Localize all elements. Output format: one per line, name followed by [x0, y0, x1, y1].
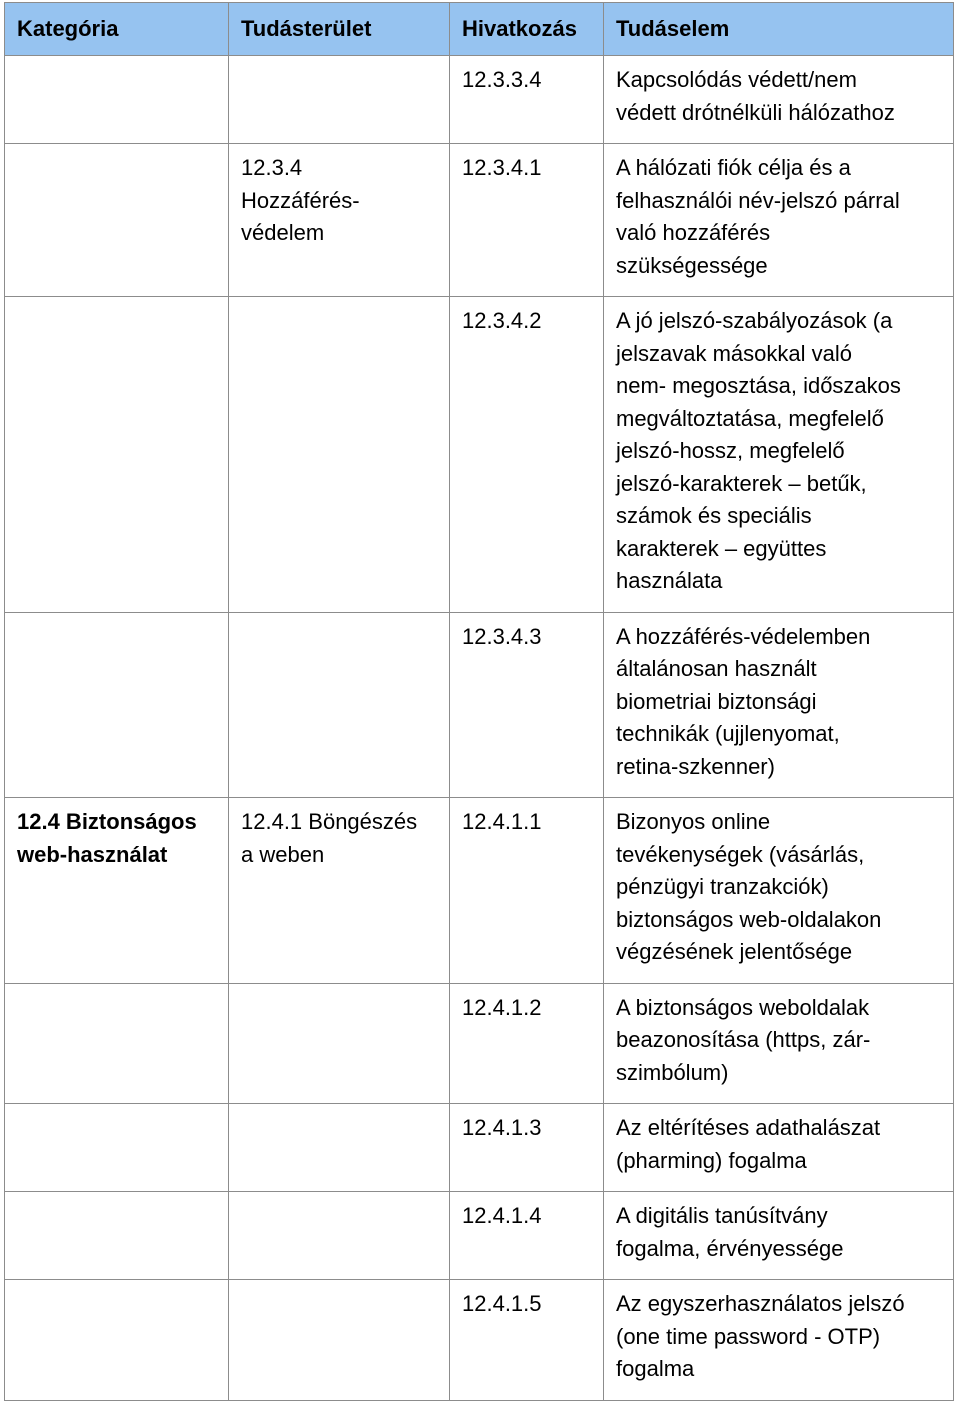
area-cell: 12.3.4 Hozzáférés- védelem [229, 144, 450, 297]
category-cell [5, 56, 229, 144]
area-cell: 12.4.1 Böngészés a weben [229, 798, 450, 984]
reference-cell: 12.3.4.1 [450, 144, 604, 297]
table-header [5, 3, 954, 56]
header-hivatkozas: Hivatkozás [450, 3, 604, 56]
header-row [5, 3, 954, 56]
reference-cell: 12.3.3.4 [450, 56, 604, 144]
category-cell [5, 1192, 229, 1280]
reference-cell: 12.4.1.4 [450, 1192, 604, 1280]
item-cell: Bizonyos online tevékenységek (vásárlás, pénzügyi tranzakciók) biztonságos web-oldalakon végzésének jelentősége [604, 798, 954, 984]
header-tudaselem: Tudáselem [604, 3, 954, 56]
item-cell: A hálózati fiók célja és a felhasználói név-jelszó párral való hozzáférés szükségessége [604, 144, 954, 297]
table-row [5, 1104, 954, 1192]
table-row [5, 297, 954, 613]
category-cell [5, 1280, 229, 1401]
category-cell: 12.4 Biztonságos web-használat [5, 798, 229, 984]
header-kategoria: Kategória [5, 3, 229, 56]
item-cell: A hozzáférés-védelemben általánosan használt biometriai biztonsági technikák (ujjlenyomat, retina-szkenner) [604, 612, 954, 798]
reference-cell: 12.4.1.5 [450, 1280, 604, 1401]
category-cell [5, 1104, 229, 1192]
category-cell [5, 297, 229, 613]
table-row [5, 144, 954, 297]
reference-cell: 12.3.4.3 [450, 612, 604, 798]
item-cell: A jó jelszó-szabályozások (a jelszavak másokkal való nem- megosztása, időszakos megváltoztatása, megfelelő jelszó-hossz, megfelelő jelszó-karakterek – betűk, számok és speciális karakterek – együttes használata [604, 297, 954, 613]
reference-cell: 12.4.1.1 [450, 798, 604, 984]
item-cell: A digitális tanúsítvány fogalma, érvényessége [604, 1192, 954, 1280]
item-cell: Kapcsolódás védett/nem védett drótnélküli hálózathoz [604, 56, 954, 144]
area-cell [229, 983, 450, 1104]
reference-cell: 12.4.1.2 [450, 983, 604, 1104]
category-cell [5, 144, 229, 297]
area-cell [229, 56, 450, 144]
item-cell: Az eltérítéses adathalászat (pharming) fogalma [604, 1104, 954, 1192]
item-cell: A biztonságos weboldalak beazonosítása (https, zár- szimbólum) [604, 983, 954, 1104]
area-cell [229, 1280, 450, 1401]
category-cell [5, 983, 229, 1104]
table-row [5, 1280, 954, 1401]
area-cell [229, 297, 450, 613]
reference-cell: 12.4.1.3 [450, 1104, 604, 1192]
area-cell [229, 612, 450, 798]
header-tudasterulet: Tudásterület [229, 3, 450, 56]
table-body [5, 56, 954, 1401]
table-row [5, 798, 954, 984]
table-row [5, 56, 954, 144]
knowledge-table [4, 2, 954, 1401]
table-row [5, 1192, 954, 1280]
table-row [5, 612, 954, 798]
item-cell: Az egyszerhasználatos jelszó (one time password - OTP) fogalma [604, 1280, 954, 1401]
reference-cell: 12.3.4.2 [450, 297, 604, 613]
area-cell [229, 1104, 450, 1192]
category-cell [5, 612, 229, 798]
table-row [5, 983, 954, 1104]
area-cell [229, 1192, 450, 1280]
